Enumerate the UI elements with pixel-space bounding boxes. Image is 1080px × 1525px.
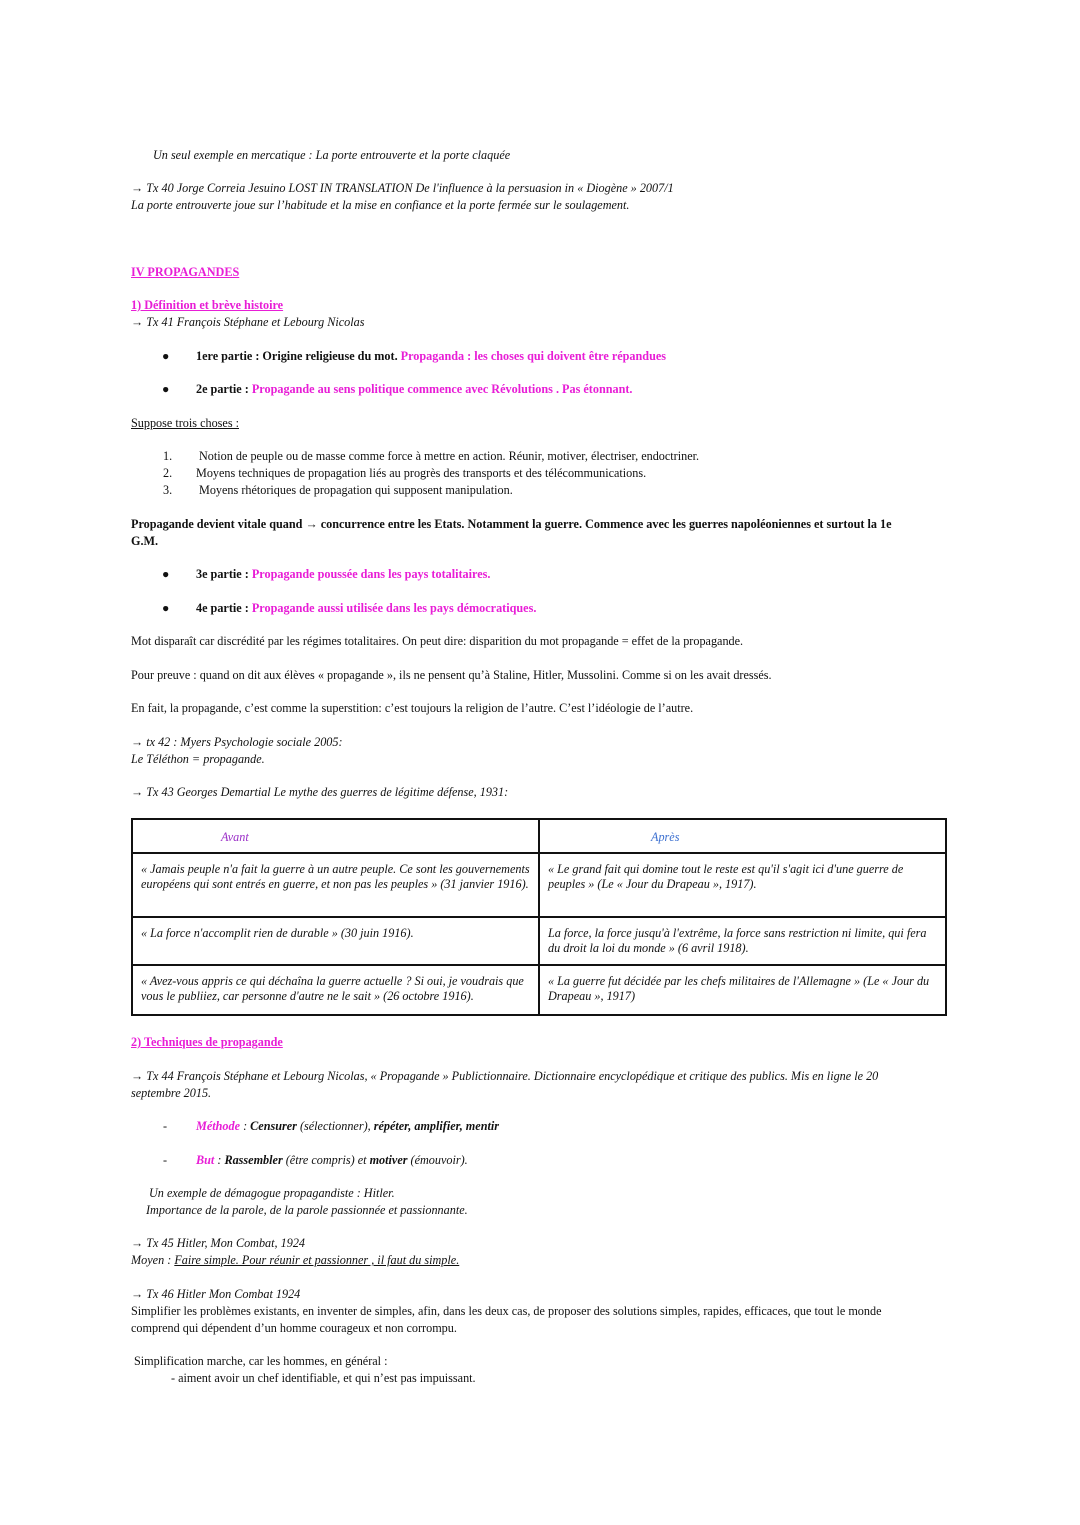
hitler-line-2: Importance de la parole, de la parole passionnée et passionnante. xyxy=(146,1203,468,1217)
paragraph-fait: En fait, la propagande, c’est comme la superstition: c’est toujours la religion de l’autre. C’est l’idéologie de l’autre. xyxy=(131,701,694,715)
tx42-note: Le Téléthon = propagande. xyxy=(131,752,265,766)
section-title: IV PROPAGANDES xyxy=(131,265,240,279)
simplification-line: Simplification marche, car les hommes, en général : xyxy=(134,1354,388,1368)
table-cell: « La force n'accomplit rien de durable » (30 juin 1916). xyxy=(132,917,539,965)
tx40-note: La porte entrouverte joue sur l’habitude et la mise en confiance et la porte fermée sur le soulagement. xyxy=(131,198,630,212)
tx44-line-2: septembre 2015. xyxy=(131,1086,212,1100)
table-cell: La force, la force jusqu'à l'extrême, la force sans restriction ni limite, qui fera du droit la loi du monde » (6 avril 1918). xyxy=(539,917,946,965)
table-row xyxy=(132,917,946,965)
bullet-icon: ● xyxy=(162,567,170,581)
table-row xyxy=(132,853,946,917)
part4-label: 4e partie : xyxy=(196,601,252,615)
part2-text: Propagande au sens politique commence avec Révolutions . Pas étonnant. xyxy=(251,382,633,396)
table-row xyxy=(132,965,946,1015)
dash-marker: - xyxy=(163,1153,168,1167)
paragraph-mot: Mot disparaît car discrédité par les régimes totalitaires. On peut dire: disparition du mot propagande = effet de la propagande. xyxy=(131,634,744,648)
tx45-reference: → Tx 45 Hitler, Mon Combat, 1924 xyxy=(131,1236,306,1250)
table-cell: « Avez-vous appris ce qui déchaîna la guerre actuelle ? Si oui, je voudrais que vous le publiiez, car personne d'autre ne le sait » (26 octobre 1916). xyxy=(132,965,539,1015)
tx43-reference: → Tx 43 Georges Demartial Le mythe des guerres de légitime défense, 1931: xyxy=(131,785,509,799)
part2-label: 2e partie : xyxy=(196,382,252,396)
part1-text: Propaganda : les choses qui doivent être répandues xyxy=(397,349,666,363)
tx46-line-2: comprend qui dépendent d’un homme courageux et non corrompu. xyxy=(131,1321,457,1335)
bullet-icon: ● xyxy=(162,601,170,615)
subsection-title-2: 2) Techniques de propagande xyxy=(131,1035,283,1049)
tx41-reference: → Tx 41 François Stéphane et Lebourg Nicolas xyxy=(131,315,365,329)
table-cell: « Le grand fait qui domine tout le reste est qu'il s'agit ici d'une guerre de peuples » (Le « Jour du Drapeau », 1917). xyxy=(539,853,946,917)
vital-line-2: G.M. xyxy=(131,534,159,548)
part4-text: Propagande aussi utilisée dans les pays démocratiques. xyxy=(251,601,537,615)
subsection-title-1: 1) Définition et brève histoire xyxy=(131,298,284,312)
vital-line-1: Propagande devient vitale quand → concurrence entre les Etats. Notamment la guerre. Commence avec les guerres napoléoniennes et surtout la 1e xyxy=(131,517,892,531)
tx44-line-1: → Tx 44 François Stéphane et Lebourg Nicolas, « Propagande » Publictionnaire. Dictionnaire encyclopédique et critique des publics. Mis en ligne le 20 xyxy=(131,1069,879,1083)
suppose-heading: Suppose trois choses : xyxy=(131,416,239,430)
part3-label: 3e partie : xyxy=(196,567,252,581)
hitler-line-1: Un exemple de démagogue propagandiste : Hitler. xyxy=(149,1186,395,1200)
tx46-reference: → Tx 46 Hitler Mon Combat 1924 xyxy=(131,1287,301,1301)
comparison-table xyxy=(131,818,947,1016)
table-header-apres: Après xyxy=(539,819,946,853)
tx46-line-1: Simplifier les problèmes existants, en inventer de simples, afin, dans les deux cas, de proposer des solutions simples, rapides, efficaces, que tout le monde xyxy=(131,1304,882,1318)
table-cell: « La guerre fut décidée par les chefs militaires de l'Allemagne » (Le « Jour du Drapeau », 1917) xyxy=(539,965,946,1015)
intro-example: Un seul exemple en mercatique : La porte entrouverte et la porte claquée xyxy=(153,148,511,162)
tx45-note: Moyen : Faire simple. Pour réunir et passionner , il faut du simple. xyxy=(131,1253,460,1267)
table-cell: « Jamais peuple n'a fait la guerre à un autre peuple. Ce sont les gouvernements européens qui sont entrés en guerre, et non pas les peuples » (31 janvier 1916). xyxy=(132,853,539,917)
tx40-reference: → Tx 40 Jorge Correia Jesuino LOST IN TRANSLATION De l'influence à la persuasion in « Diogène » 2007/1 xyxy=(131,181,674,195)
part1-label: 1ere partie : Origine religieuse du mot. xyxy=(196,349,398,363)
tx42-reference: → tx 42 : Myers Psychologie sociale 2005: xyxy=(131,735,343,749)
dash-marker: - xyxy=(163,1119,168,1133)
bullet-icon: ● xyxy=(162,382,170,396)
bullet-icon: ● xyxy=(162,349,170,363)
table-header-avant: Avant xyxy=(132,819,539,853)
simplification-item: - aiment avoir un chef identifiable, et qui n’est pas impuissant. xyxy=(171,1371,476,1385)
part3-text: Propagande poussée dans les pays totalitaires. xyxy=(251,567,491,581)
table-header-row xyxy=(132,819,946,853)
paragraph-preuve: Pour preuve : quand on dit aux élèves « propagande », ils ne pensent qu’à Staline, Hitler, Mussolini. Comme si on les avait dressés. xyxy=(131,668,772,682)
